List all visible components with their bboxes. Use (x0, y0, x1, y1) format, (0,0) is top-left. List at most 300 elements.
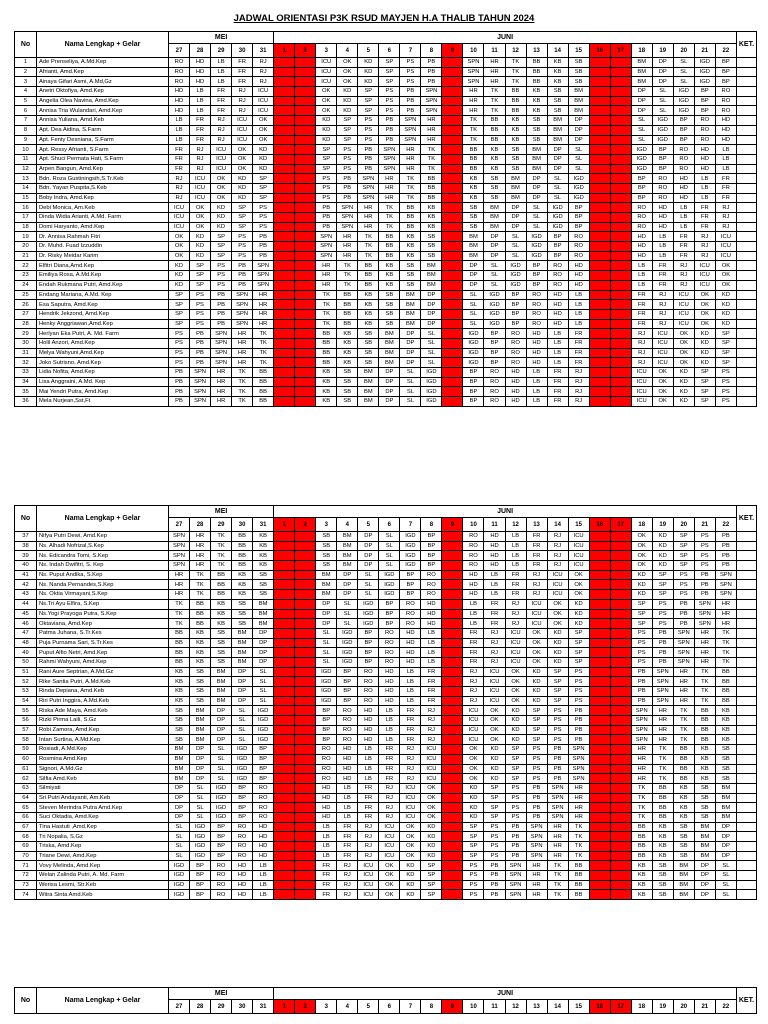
row-number: 62 (15, 774, 37, 784)
shift-cell: RO (463, 551, 484, 561)
shift-cell: OK (337, 67, 358, 77)
day-header-june: 20 (673, 44, 694, 58)
holiday-cell (274, 541, 295, 551)
shift-cell: KB (505, 116, 526, 126)
shift-cell: OK (694, 309, 715, 319)
shift-cell: SB (673, 822, 694, 832)
shift-cell: BB (715, 687, 736, 697)
shift-cell: DP (484, 232, 505, 242)
shift-cell: SL (232, 706, 253, 716)
shift-cell: TK (715, 657, 736, 667)
shift-cell: FR (190, 135, 211, 145)
row-number: 25 (15, 290, 37, 300)
holiday-cell (442, 580, 463, 590)
shift-cell: SPN (379, 145, 400, 155)
shift-cell: IGD (379, 580, 400, 590)
shift-cell: SP (673, 561, 694, 571)
shift-cell: IGD (421, 387, 442, 397)
shift-cell: ICU (169, 213, 190, 223)
shift-cell: OK (232, 154, 253, 164)
shift-cell: RJ (505, 599, 526, 609)
shift-cell: KD (421, 851, 442, 861)
row-number: 8 (15, 125, 37, 135)
shift-cell: FR (505, 570, 526, 580)
shift-cell: PS (379, 106, 400, 116)
shift-cell: SB (652, 890, 673, 900)
shift-cell: IGD (568, 174, 589, 184)
shift-cell: DP (484, 251, 505, 261)
holiday-cell (442, 842, 463, 852)
shift-cell: SL (253, 696, 274, 706)
shift-cell: RO (211, 871, 232, 881)
day-header-may: 29 (211, 44, 232, 58)
table-row (15, 348, 757, 358)
shift-cell: KB (694, 754, 715, 764)
shift-cell: HR (568, 793, 589, 803)
ket-cell (736, 125, 756, 135)
shift-cell: SL (421, 358, 442, 368)
holiday-cell (442, 135, 463, 145)
shift-cell: SB (379, 319, 400, 329)
holiday-cell (610, 387, 631, 397)
shift-cell: RJ (463, 696, 484, 706)
row-number: 16 (15, 203, 37, 213)
shift-cell: LB (526, 397, 547, 407)
shift-cell: IGD (484, 319, 505, 329)
shift-cell: SB (568, 58, 589, 68)
day-header-june: 3 (316, 518, 337, 532)
shift-cell: FR (211, 87, 232, 97)
holiday-cell (610, 803, 631, 813)
table-row (15, 628, 757, 638)
shift-cell: DP (358, 561, 379, 571)
holiday-cell (295, 77, 316, 87)
shift-cell: KB (337, 338, 358, 348)
row-number: 31 (15, 348, 37, 358)
staff-name: Triska, Amd.Kep (37, 842, 169, 852)
shift-cell: LB (358, 754, 379, 764)
shift-cell: TK (400, 183, 421, 193)
row-number: 61 (15, 764, 37, 774)
row-number: 1 (15, 58, 37, 68)
holiday-cell (274, 154, 295, 164)
ket-cell (736, 561, 756, 571)
shift-cell: RJ (694, 251, 715, 261)
day-header-june: 10 (463, 44, 484, 58)
holiday-cell (610, 725, 631, 735)
shift-cell: FR (421, 687, 442, 697)
shift-cell: BM (211, 667, 232, 677)
table-row (15, 242, 757, 252)
column-header-no: No (15, 988, 37, 1014)
day-header-june-holiday: 1 (274, 1000, 295, 1014)
shift-cell: BM (358, 397, 379, 407)
shift-cell: KB (694, 774, 715, 784)
shift-cell: SL (379, 551, 400, 561)
holiday-cell (295, 706, 316, 716)
ket-cell (736, 232, 756, 242)
table-row (15, 135, 757, 145)
shift-cell: DP (652, 77, 673, 87)
shift-cell: BB (169, 648, 190, 658)
table-row (15, 890, 757, 900)
shift-cell: SPN (463, 77, 484, 87)
shift-cell: KD (232, 174, 253, 184)
shift-cell: RJ (337, 871, 358, 881)
shift-cell: LB (253, 871, 274, 881)
shift-cell: SPN (190, 397, 211, 407)
shift-cell: OK (484, 725, 505, 735)
holiday-cell (589, 619, 610, 629)
shift-cell: BB (673, 745, 694, 755)
table-row (15, 667, 757, 677)
shift-cell: BM (253, 599, 274, 609)
shift-cell: RO (253, 803, 274, 813)
shift-cell: HD (379, 687, 400, 697)
shift-cell: RJ (484, 638, 505, 648)
staff-name: Lidia Nofita, Amd.Kep (37, 368, 169, 378)
shift-cell: SPN (673, 628, 694, 638)
holiday-cell (295, 628, 316, 638)
shift-cell: IGD (358, 599, 379, 609)
shift-cell: OK (316, 96, 337, 106)
shift-cell: RJ (169, 174, 190, 184)
row-number: 45 (15, 609, 37, 619)
shift-cell: IGD (421, 377, 442, 387)
shift-cell: SL (211, 754, 232, 764)
shift-cell: TK (400, 174, 421, 184)
shift-cell: ICU (673, 300, 694, 310)
table-row (15, 183, 757, 193)
shift-cell: LB (379, 706, 400, 716)
holiday-cell (295, 648, 316, 658)
shift-cell: SL (631, 125, 652, 135)
day-header-june: 18 (631, 518, 652, 532)
shift-cell: FR (358, 803, 379, 813)
shift-cell: BP (673, 125, 694, 135)
shift-cell: KD (421, 842, 442, 852)
shift-cell: KD (232, 193, 253, 203)
shift-cell: ICU (211, 145, 232, 155)
shift-cell: KB (484, 154, 505, 164)
shift-cell: BB (232, 532, 253, 542)
table-row (15, 96, 757, 106)
ket-cell (736, 154, 756, 164)
shift-cell: HD (337, 764, 358, 774)
staff-name: Afrianti, Amd.Kep (37, 67, 169, 77)
holiday-cell (295, 87, 316, 97)
shift-cell: HR (169, 590, 190, 600)
ket-cell (736, 880, 756, 890)
staff-name: Dr. Risky Meidar Karim (37, 251, 169, 261)
holiday-cell (610, 822, 631, 832)
shift-cell: IGD (169, 890, 190, 900)
shift-cell: DP (652, 67, 673, 77)
shift-cell: BM (337, 532, 358, 542)
shift-cell: SL (421, 348, 442, 358)
shift-cell: LB (358, 774, 379, 784)
shift-cell: BM (232, 648, 253, 658)
shift-cell: DP (169, 803, 190, 813)
shift-cell: DP (505, 213, 526, 223)
shift-cell: SPN (253, 280, 274, 290)
column-header-name: Nama Lengkap + Gelar (37, 32, 169, 58)
shift-cell: PB (505, 832, 526, 842)
staff-name: Ns. Puput Andika, S.Kep (37, 570, 169, 580)
shift-cell: SB (526, 125, 547, 135)
shift-cell: BM (526, 154, 547, 164)
shift-cell: BB (631, 822, 652, 832)
shift-cell: RJ (358, 832, 379, 842)
shift-cell: HR (463, 96, 484, 106)
shift-cell: IGD (694, 77, 715, 87)
shift-cell: SB (169, 725, 190, 735)
shift-cell: KB (484, 164, 505, 174)
holiday-cell (295, 135, 316, 145)
shift-cell: KB (421, 203, 442, 213)
shift-cell: PB (316, 222, 337, 232)
shift-cell: SPN (211, 329, 232, 339)
shift-cell: TK (463, 125, 484, 135)
shift-cell: KD (400, 861, 421, 871)
shift-cell: KD (505, 735, 526, 745)
shift-cell: HD (673, 183, 694, 193)
day-header-june: 6 (379, 518, 400, 532)
shift-cell: SPN (547, 812, 568, 822)
shift-cell: RO (505, 358, 526, 368)
shift-cell: HR (253, 300, 274, 310)
holiday-cell (589, 358, 610, 368)
shift-cell: PS (631, 648, 652, 658)
shift-cell: BP (253, 774, 274, 784)
shift-cell: LB (631, 261, 652, 271)
shift-cell: TK (673, 725, 694, 735)
shift-cell: DP (505, 203, 526, 213)
shift-cell: OK (337, 58, 358, 68)
shift-cell: RO (337, 725, 358, 735)
holiday-cell (589, 58, 610, 68)
row-number: 36 (15, 397, 37, 407)
shift-cell: DP (253, 628, 274, 638)
shift-cell: SPN (568, 764, 589, 774)
shift-cell: BB (190, 609, 211, 619)
shift-cell: HR (337, 232, 358, 242)
shift-cell: HD (463, 580, 484, 590)
shift-cell: RJ (190, 145, 211, 155)
shift-cell: KB (337, 329, 358, 339)
holiday-cell (295, 696, 316, 706)
day-header-june-holiday: 1 (274, 518, 295, 532)
shift-cell: RJ (505, 609, 526, 619)
header-month-row (15, 988, 757, 1000)
ket-cell (736, 871, 756, 881)
ket-cell (736, 309, 756, 319)
shift-cell: SB (484, 174, 505, 184)
shift-cell: ICU (463, 725, 484, 735)
shift-cell: LB (337, 812, 358, 822)
shift-cell: RJ (568, 397, 589, 407)
shift-cell: SP (547, 677, 568, 687)
shift-cell: HR (316, 271, 337, 281)
shift-cell: HR (715, 599, 736, 609)
shift-cell: KB (379, 271, 400, 281)
shift-cell: OK (379, 880, 400, 890)
shift-cell: RO (400, 619, 421, 629)
ket-cell (736, 532, 756, 542)
day-header-june: 3 (316, 1000, 337, 1014)
staff-name: Signori, A.Md.Gz (37, 764, 169, 774)
shift-cell: BB (169, 638, 190, 648)
shift-cell: FR (400, 735, 421, 745)
holiday-cell (274, 764, 295, 774)
shift-cell: SPN (505, 871, 526, 881)
shift-cell: HD (463, 570, 484, 580)
shift-cell: HR (316, 280, 337, 290)
shift-cell: TK (232, 397, 253, 407)
shift-cell: FR (337, 851, 358, 861)
shift-cell: OK (505, 696, 526, 706)
shift-cell: HD (400, 638, 421, 648)
shift-cell: RJ (652, 319, 673, 329)
shift-cell: ICU (400, 803, 421, 813)
shift-cell: ICU (253, 87, 274, 97)
shift-cell: IGD (232, 764, 253, 774)
shift-cell: SB (421, 242, 442, 252)
shift-cell: PS (526, 774, 547, 784)
shift-cell: RJ (673, 280, 694, 290)
shift-cell: SPN (169, 551, 190, 561)
holiday-cell (589, 183, 610, 193)
staff-name: Melya Wahyuni,Amd.Kep (37, 348, 169, 358)
shift-cell: TK (169, 599, 190, 609)
shift-cell: KD (568, 609, 589, 619)
shift-cell: PS (169, 348, 190, 358)
shift-cell: RJ (253, 58, 274, 68)
table-row (15, 164, 757, 174)
shift-cell: HR (421, 135, 442, 145)
shift-cell: KD (505, 706, 526, 716)
shift-cell: DP (631, 87, 652, 97)
holiday-cell (274, 368, 295, 378)
shift-cell: SP (358, 106, 379, 116)
shift-cell: BP (673, 116, 694, 126)
holiday-cell (589, 696, 610, 706)
shift-cell: RJ (421, 735, 442, 745)
shift-cell: PS (463, 861, 484, 871)
holiday-cell (274, 687, 295, 697)
ket-cell (736, 541, 756, 551)
shift-cell: OK (463, 764, 484, 774)
holiday-cell (442, 764, 463, 774)
shift-cell: RO (547, 280, 568, 290)
day-header-june: 11 (484, 1000, 505, 1014)
holiday-cell (295, 193, 316, 203)
shift-cell: TK (337, 280, 358, 290)
staff-name: Rani Aure Septrian, A.Md.Gz (37, 667, 169, 677)
shift-cell: RJ (715, 203, 736, 213)
shift-cell: DP (190, 754, 211, 764)
table-row (15, 745, 757, 755)
shift-cell: LB (694, 193, 715, 203)
shift-cell: IGD (232, 774, 253, 784)
staff-name: Ade Prenseliya, A.Md.Kep (37, 58, 169, 68)
shift-cell: RJ (421, 706, 442, 716)
holiday-cell (274, 590, 295, 600)
holiday-cell (610, 764, 631, 774)
shift-cell: RO (316, 754, 337, 764)
staff-name: Mela Nurjean,Sst,Ft (37, 397, 169, 407)
shift-cell: TK (673, 706, 694, 716)
shift-cell: HD (232, 861, 253, 871)
shift-cell: KD (673, 397, 694, 407)
shift-cell: SB (190, 677, 211, 687)
shift-cell: PS (337, 154, 358, 164)
holiday-cell (274, 251, 295, 261)
shift-cell: SP (253, 183, 274, 193)
shift-cell: DP (421, 309, 442, 319)
table-row (15, 638, 757, 648)
holiday-cell (610, 580, 631, 590)
shift-cell: DP (190, 745, 211, 755)
shift-cell: TK (316, 309, 337, 319)
shift-cell: HR (694, 638, 715, 648)
shift-cell: PB (505, 851, 526, 861)
staff-name: Annisa Yuliana, Amd.Keb (37, 116, 169, 126)
shift-cell: BM (358, 387, 379, 397)
holiday-cell (589, 377, 610, 387)
holiday-cell (589, 532, 610, 542)
shift-cell: BB (379, 232, 400, 242)
holiday-cell (442, 309, 463, 319)
row-number: 26 (15, 300, 37, 310)
staff-name: Robi Zamora, Amd.Kep (37, 725, 169, 735)
shift-cell: RJ (484, 657, 505, 667)
shift-cell: RO (505, 329, 526, 339)
shift-cell: BP (400, 580, 421, 590)
shift-cell: SB (358, 329, 379, 339)
shift-cell: SP (358, 96, 379, 106)
shift-cell: RJ (694, 232, 715, 242)
shift-cell: RO (652, 193, 673, 203)
shift-cell: ICU (568, 561, 589, 571)
shift-cell: BM (505, 193, 526, 203)
shift-cell: FR (652, 280, 673, 290)
shift-cell: SP (232, 222, 253, 232)
table-row (15, 87, 757, 97)
shift-cell: TK (631, 783, 652, 793)
shift-cell: HD (400, 628, 421, 638)
ket-cell (736, 822, 756, 832)
shift-cell: BB (316, 329, 337, 339)
holiday-cell (589, 783, 610, 793)
holiday-cell (295, 106, 316, 116)
shift-cell: PS (652, 609, 673, 619)
shift-cell: OK (526, 657, 547, 667)
day-header-may: 28 (190, 1000, 211, 1014)
shift-cell: FR (568, 348, 589, 358)
shift-cell: HR (190, 532, 211, 542)
shift-cell: ICU (169, 222, 190, 232)
holiday-cell (295, 783, 316, 793)
shift-cell: SP (526, 706, 547, 716)
table-row (15, 871, 757, 881)
shift-cell: ICU (568, 551, 589, 561)
holiday-cell (295, 145, 316, 155)
shift-cell: KB (631, 890, 652, 900)
shift-cell: HD (484, 532, 505, 542)
shift-cell: RJ (526, 590, 547, 600)
shift-cell: SPN (337, 213, 358, 223)
